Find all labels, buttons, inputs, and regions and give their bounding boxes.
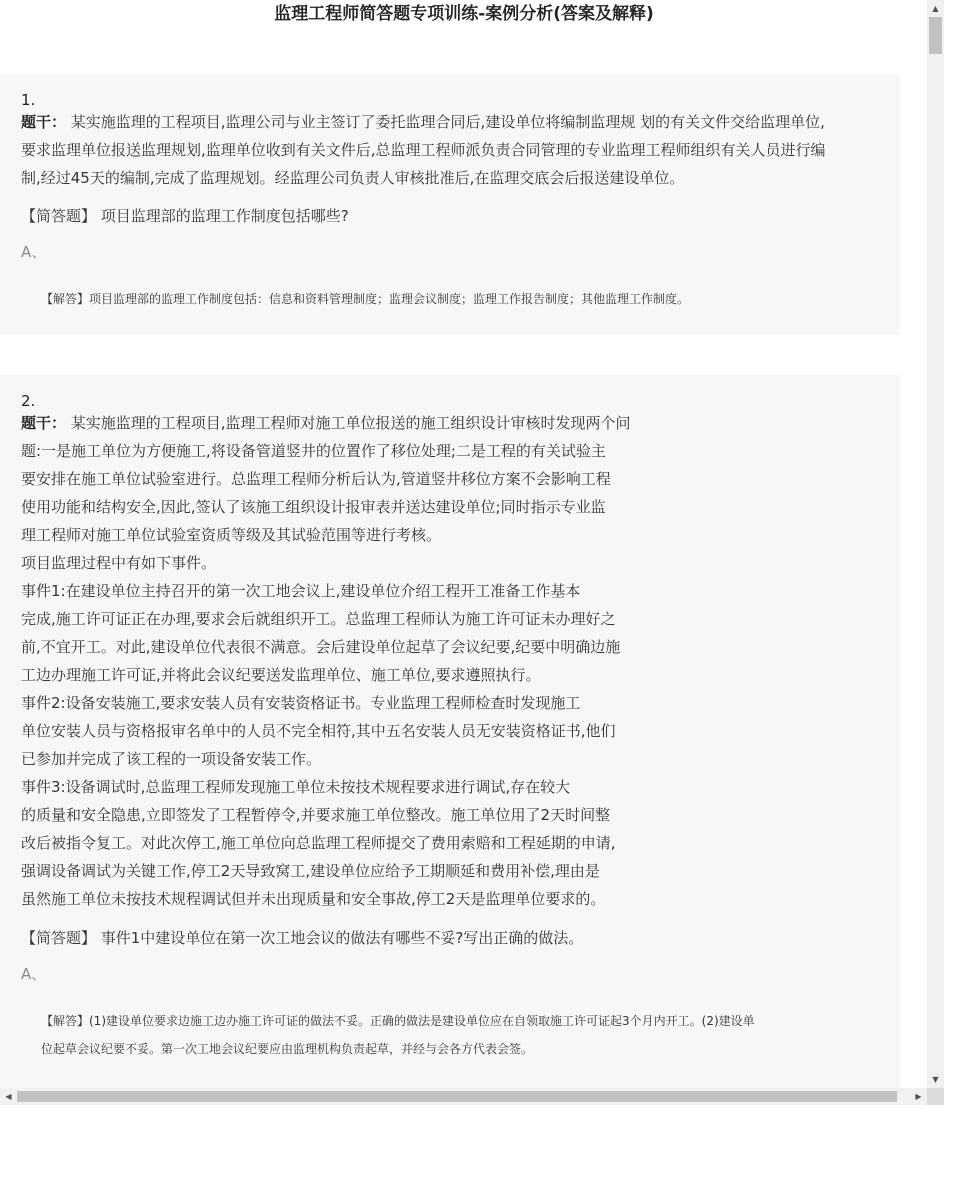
stem-line: 制,经过45天的编制,完成了监理规划。经监理公司负责人审核批准后,在监理交底会后报送建设单位。 bbox=[21, 169, 685, 187]
stem-line: 工边办理施工许可证,并将此会议纪要送发监理单位、施工单位,要求遵照执行。 bbox=[21, 666, 541, 684]
question-card-2 bbox=[0, 375, 900, 1090]
question-number: 2. bbox=[21, 392, 36, 410]
answer-option-a[interactable]: A、 bbox=[21, 243, 47, 261]
stem-label: 题干： bbox=[21, 113, 67, 131]
stem-line: 题:一是施工单位为方便施工,将设备管道竖井的位置作了移位处理;二是工程的有关试验主 bbox=[21, 442, 606, 460]
horizontal-scroll-thumb[interactable] bbox=[17, 1091, 897, 1102]
stem-line: 前,不宜开工。对此,建设单位代表很不满意。会后建设单位起草了会议纪要,纪要中明确边施 bbox=[21, 638, 621, 656]
stem-line bbox=[21, 108, 826, 136]
stem-line bbox=[21, 409, 631, 437]
stem-line: 改后被指令复工。对此次停工,施工单位向总监理工程师提交了费用索赔和工程延期的申请, bbox=[21, 834, 616, 852]
stem-line: 虽然施工单位未按技术规程调试但并未出现质量和安全事故,停工2天是监理单位要求的。 bbox=[21, 890, 606, 908]
vertical-scroll-thumb[interactable] bbox=[929, 17, 942, 54]
stem-line: 事件2:设备安装施工,要求安装人员有安装资格证书。专业监理工程师检查时发现施工 bbox=[21, 694, 581, 712]
question-card-1 bbox=[0, 74, 900, 335]
stem-line: 单位安装人员与资格报审名单中的人员不完全相符,其中五名安装人员无安装资格证书,他们 bbox=[21, 722, 616, 740]
question-stem bbox=[21, 409, 631, 913]
stem-line: 强调设备调试为关键工作,停工2天导致窝工,建设单位应给予工期顺延和费用补偿,理由是 bbox=[21, 862, 600, 880]
scroll-down-icon[interactable]: ▼ bbox=[932, 1075, 939, 1084]
stem-line: 事件1:在建设单位主持召开的第一次工地会议上,建设单位介绍工程开工准备工作基本 bbox=[21, 582, 581, 600]
stem-label: 题干： bbox=[21, 414, 67, 432]
answer-line: 【解答】(1)建设单位要求边施工边办施工许可证的做法不妥。正确的做法是建设单位应在自领取施工许可证起3个月内开工。(2)建设单 bbox=[41, 1014, 755, 1028]
stem-line: 使用功能和结构安全,因此,签认了该施工组织设计报审表并送达建设单位;同时指示专业监 bbox=[21, 498, 606, 516]
stem-line: 理工程师对施工单位试验室资质等级及其试验范围等进行考核。 bbox=[21, 526, 442, 544]
scrollbar-corner bbox=[927, 1088, 944, 1105]
question-number: 1. bbox=[21, 91, 36, 109]
stem-line: 要求监理单位报送监理规划,监理单位收到有关文件后,总监理工程师派负责合同管理的专业监理工程师组织有关人员进行编 bbox=[21, 141, 826, 159]
question-prompt: 【简答题】 项目监理部的监理工作制度包括哪些? bbox=[21, 207, 349, 225]
answer-option-a[interactable]: A、 bbox=[21, 965, 47, 983]
stem-line-text: 某实施监理的工程项目,监理工程师对施工单位报送的施工组织设计审核时发现两个问 bbox=[66, 414, 631, 432]
vertical-scrollbar[interactable] bbox=[927, 0, 944, 1088]
answer-explanation bbox=[41, 1007, 873, 1063]
stem-line: 完成,施工许可证正在办理,要求会后就组织开工。总监理工程师认为施工许可证未办理好之 bbox=[21, 610, 616, 628]
scroll-right-icon[interactable]: ▶ bbox=[915, 1092, 922, 1101]
question-stem bbox=[21, 108, 826, 192]
stem-line: 的质量和安全隐患,立即签发了工程暂停令,并要求施工单位整改。施工单位用了2天时间整 bbox=[21, 806, 611, 824]
scroll-up-icon[interactable]: ▲ bbox=[932, 4, 939, 13]
scroll-left-icon[interactable]: ◀ bbox=[5, 1092, 12, 1101]
stem-line: 要安排在施工单位试验室进行。总监理工程师分析后认为,管道竖井移位方案不会影响工程 bbox=[21, 470, 611, 488]
stem-line: 项目监理过程中有如下事件。 bbox=[21, 554, 217, 572]
question-prompt: 【简答题】 事件1中建设单位在第一次工地会议的做法有哪些不妥?写出正确的做法。 bbox=[21, 929, 584, 947]
stem-line-text: 某实施监理的工程项目,监理公司与业主签订了委托监理合同后,建设单位将编制监理规 划的有关文件交给监理单位, bbox=[66, 113, 825, 131]
page-title: 监理工程师简答题专项训练-案例分析(答案及解释) bbox=[274, 4, 654, 24]
answer-line: 位起草会议纪要不妥。第一次工地会议纪要应由监理机构负责起草，并经与会各方代表会签。 bbox=[41, 1042, 534, 1056]
answer-line: 【解答】项目监理部的监理工作制度包括：信息和资料管理制度；监理会议制度；监理工作报告制度；其他监理工作制度。 bbox=[41, 292, 690, 306]
answer-explanation bbox=[41, 285, 873, 313]
stem-line: 事件3:设备调试时,总监理工程师发现施工单位未按技术规程要求进行调试,存在较大 bbox=[21, 778, 571, 796]
stem-line: 已参加并完成了该工程的一项设备安装工作。 bbox=[21, 750, 322, 768]
horizontal-scrollbar[interactable] bbox=[0, 1088, 927, 1105]
